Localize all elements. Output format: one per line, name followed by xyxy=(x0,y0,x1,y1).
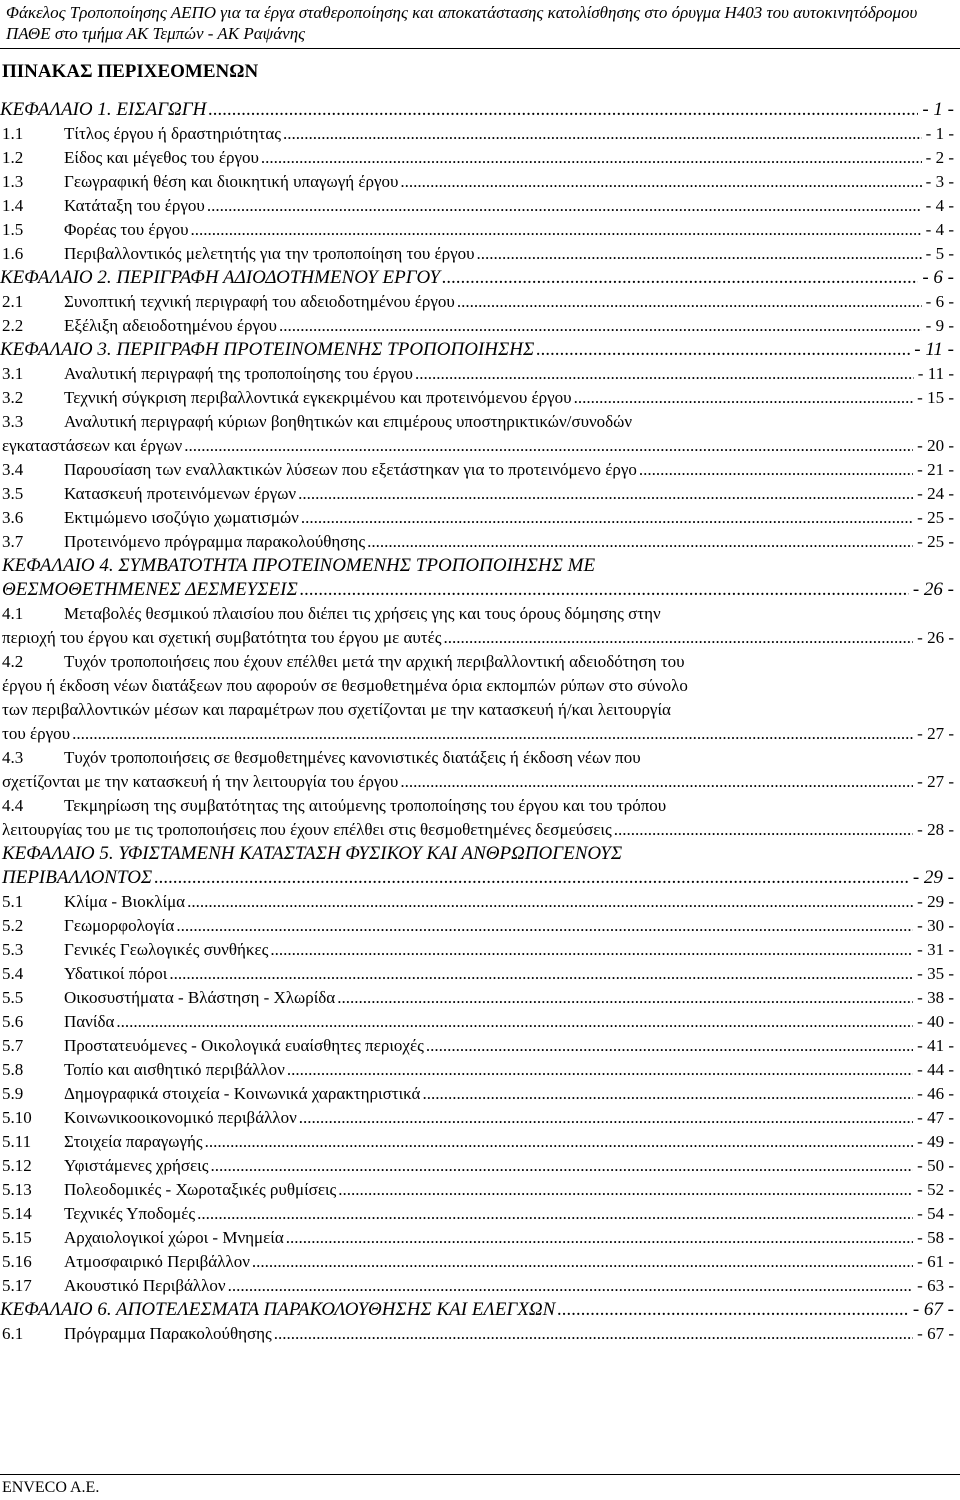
section-title: Ακουστικό Περιβάλλον xyxy=(64,1276,226,1295)
toc-section-link[interactable] xyxy=(0,530,954,554)
page-number: - 3 - xyxy=(925,172,954,191)
chapter-title-line: ΠΕΡΙΒΑΛΛΟΝΤΟΣ xyxy=(2,867,153,888)
dot-leader xyxy=(415,362,914,386)
section-title: Αρχαιολογικοί χώροι - Μνημεία xyxy=(64,1228,284,1247)
dot-leader xyxy=(367,530,913,554)
section-title-line: Τεκμηρίωση της συμβατότητας της αιτούμενης τροποποίησης του έργου και του τρόπου xyxy=(64,796,667,815)
section-title: Τεχνικές Υποδομές xyxy=(64,1204,196,1223)
section-title: Πολεοδομικές - Χωροταξικές ρυθμίσεις xyxy=(64,1180,337,1199)
page-number: - 44 - xyxy=(917,1060,954,1079)
dot-leader xyxy=(557,1298,909,1322)
section-number: 3.7 xyxy=(2,532,24,551)
section-number: 5.6 xyxy=(2,1012,24,1031)
dot-leader xyxy=(574,386,914,410)
page-number: - 11 - xyxy=(914,339,954,360)
dot-leader xyxy=(169,962,913,986)
footer-divider xyxy=(0,1474,960,1475)
section-title-line: σχετίζονται με την κατασκευή ή την λειτουργία του έργου xyxy=(2,772,399,791)
page-number: - 28 - xyxy=(917,820,954,839)
toc-section-link[interactable] xyxy=(0,194,954,218)
dot-leader xyxy=(184,434,913,458)
dot-leader xyxy=(337,986,913,1010)
toc-section-link[interactable] xyxy=(0,1178,954,1202)
page-number: - 26 - xyxy=(912,579,954,600)
dot-leader xyxy=(457,290,922,314)
toc-section-link[interactable] xyxy=(0,146,954,170)
section-number: 5.5 xyxy=(2,988,24,1007)
toc-section-link[interactable] xyxy=(0,890,954,914)
page-number: - 67 - xyxy=(917,1324,954,1343)
dot-leader xyxy=(154,866,909,890)
dot-leader xyxy=(270,938,913,962)
toc-chapter-link[interactable] xyxy=(0,98,954,122)
section-title: Προστατευόμενες - Οικολογικά ευαίσθητες περιοχές xyxy=(64,1036,424,1055)
section-title-line: εγκαταστάσεων και έργων xyxy=(2,436,183,455)
dot-leader xyxy=(400,770,913,794)
section-number: 5.13 xyxy=(2,1180,32,1199)
chapter-title-line: ΘΕΣΜΟΘΕΤΗΜΕΝΕΣ ΔΕΣΜΕΥΣΕΙΣ xyxy=(2,579,298,600)
toc-section-link[interactable] xyxy=(0,602,954,650)
section-number: 3.2 xyxy=(2,388,24,407)
section-title-line: Τυχόν τροποποιήσεις που έχουν επέλθει μετά την αρχική περιβαλλοντική αδειοδότηση του xyxy=(64,652,685,671)
dot-leader xyxy=(283,122,922,146)
section-number: 4.1 xyxy=(2,604,24,623)
page-number: - 11 - xyxy=(917,364,954,383)
section-title: Γεωμορφολογία xyxy=(64,916,175,935)
dot-leader xyxy=(191,218,922,242)
section-number: 1.6 xyxy=(2,244,24,263)
section-number: 5.17 xyxy=(2,1276,32,1295)
toc-section-link[interactable] xyxy=(0,986,954,1010)
page-number: - 4 - xyxy=(925,196,954,215)
section-title: Αναλυτική περιγραφή της τροποποίησης του έργου xyxy=(64,364,413,383)
section-number: 1.3 xyxy=(2,172,24,191)
section-number: 5.3 xyxy=(2,940,24,959)
dot-leader xyxy=(338,1178,913,1202)
page-number: - 40 - xyxy=(917,1012,954,1031)
dot-leader xyxy=(228,1274,914,1298)
dot-leader xyxy=(536,338,910,362)
section-title-last-line xyxy=(0,770,954,794)
section-number: 1.4 xyxy=(2,196,24,215)
dot-leader xyxy=(287,1058,913,1082)
page-number: - 41 - xyxy=(917,1036,954,1055)
section-number: 5.8 xyxy=(2,1060,24,1079)
page-number: - 61 - xyxy=(917,1252,954,1271)
dot-leader xyxy=(252,1250,913,1274)
toc-section-link[interactable] xyxy=(0,1322,954,1346)
page-number: - 30 - xyxy=(917,916,954,935)
section-number: 5.12 xyxy=(2,1156,32,1175)
document-header: Φάκελος Τροποποίησης ΑΕΠΟ για τα έργα σταθεροποίησης και αποκατάστασης κατολίσθησης στο όρυγμα Η403 του αυτοκινητόδρομου ΠΑΘΕ στο τμήμα ΑΚ Τεμπών - ΑΚ Ραψάνης xyxy=(6,3,918,43)
toc-section-link[interactable] xyxy=(0,506,954,530)
page-number: - 58 - xyxy=(917,1228,954,1247)
section-title: Εκτιμώμενο ισοζύγιο χωματισμών xyxy=(64,508,299,527)
section-title: Κατάταξη του έργου xyxy=(64,196,205,215)
section-number: 5.1 xyxy=(2,892,24,911)
section-title: Γεωγραφική θέση και διοικητική υπαγωγή έργου xyxy=(64,172,399,191)
table-of-contents xyxy=(0,98,954,1346)
chapter-title-last-line xyxy=(2,578,954,602)
section-title: Ατμοσφαιρικό Περιβάλλον xyxy=(64,1252,250,1271)
toc-section-link[interactable] xyxy=(0,1154,954,1178)
dot-leader xyxy=(426,1034,913,1058)
dot-leader xyxy=(444,626,914,650)
page-number: - 20 - xyxy=(917,436,954,455)
dot-leader xyxy=(614,818,913,842)
page-number: - 21 - xyxy=(917,460,954,479)
section-title-line: λειτουργίας του με τις τροποποιήσεις που έχουν επέλθει στις θεσμοθετημένες δεσμεύσεις xyxy=(2,820,612,839)
section-title: Τοπίο και αισθητικό περιβάλλον xyxy=(64,1060,285,1079)
section-title-line: των περιβαλλοντικών μέσων και παραμέτρων που σχετίζονται με την κατασκευή ή/και λειτουργία xyxy=(2,700,671,719)
section-title: Περιβαλλοντικός μελετητής για την τροποποίηση του έργου xyxy=(64,244,475,263)
section-title: Κλίμα - Βιοκλίμα xyxy=(64,892,186,911)
toc-section-link[interactable] xyxy=(0,1250,954,1274)
dot-leader xyxy=(176,914,913,938)
dot-leader xyxy=(207,194,922,218)
chapter-title: ΚΕΦΑΛΑΙΟ 2. ΠΕΡΙΓΡΑΦΗ ΑΔΙΟΔΟΤΗΜΕΝΟΥ ΕΡΓΟΥ xyxy=(0,267,441,288)
section-number: 1.2 xyxy=(2,148,24,167)
section-number: 2.1 xyxy=(2,292,24,311)
section-number: 3.3 xyxy=(2,412,24,431)
page-number: - 9 - xyxy=(925,316,954,335)
page-number: - 6 - xyxy=(925,292,954,311)
dot-leader xyxy=(116,1010,913,1034)
toc-section-link[interactable] xyxy=(0,386,954,410)
section-title: Παρουσίαση των εναλλακτικών λύσεων που εξετάστηκαν για το προτεινόμενο έργο xyxy=(64,460,637,479)
section-title: Εξέλιξη αδειοδοτημένου έργου xyxy=(64,316,277,335)
toc-chapter-link[interactable] xyxy=(0,266,954,290)
section-number: 5.7 xyxy=(2,1036,24,1055)
section-number: 3.4 xyxy=(2,460,24,479)
section-title: Συνοπτική τεχνική περιγραφή του αδειοδοτημένου έργου xyxy=(64,292,455,311)
toc-section-link[interactable] xyxy=(0,290,954,314)
chapter-title-line: ΚΕΦΑΛΑΙΟ 4. ΣΥΜΒΑΤΟΤΗΤΑ ΠΡΟΤΕΙΝΟΜΕΝΗΣ ΤΡΟΠΟΠΟΙΗΣΗΣ ΜΕ xyxy=(2,555,596,576)
page-number: - 31 - xyxy=(917,940,954,959)
section-number: 2.2 xyxy=(2,316,24,335)
toc-section-link[interactable] xyxy=(0,458,954,482)
toc-section-link[interactable] xyxy=(0,1226,954,1250)
section-number: 4.4 xyxy=(2,796,24,815)
section-title-last-line xyxy=(0,434,954,458)
dot-leader xyxy=(400,170,921,194)
page-number: - 5 - xyxy=(925,244,954,263)
dot-leader xyxy=(442,266,918,290)
toc-title: ΠΙΝΑΚΑΣ ΠΕΡΙΧΕΟΜΕΝΩΝ xyxy=(2,61,259,82)
page-number: - 47 - xyxy=(917,1108,954,1127)
section-title: Υφιστάμενες χρήσεις xyxy=(64,1156,209,1175)
toc-chapter-link[interactable] xyxy=(0,1298,954,1322)
toc-section-link[interactable] xyxy=(0,362,954,386)
page-number: - 49 - xyxy=(917,1132,954,1151)
dot-leader xyxy=(279,314,922,338)
page-number: - 27 - xyxy=(917,772,954,791)
section-number: 6.1 xyxy=(2,1324,24,1343)
toc-section-link[interactable] xyxy=(0,650,954,746)
page-number: - 4 - xyxy=(925,220,954,239)
dot-leader xyxy=(298,482,913,506)
dot-leader xyxy=(477,242,922,266)
section-number: 5.11 xyxy=(2,1132,32,1151)
section-title: Οικοσυστήματα - Βλάστηση - Χλωρίδα xyxy=(64,988,336,1007)
section-title: Δημογραφικά στοιχεία - Κοινωνικά χαρακτηριστικά xyxy=(64,1084,421,1103)
section-title: Στοιχεία παραγωγής xyxy=(64,1132,203,1151)
toc-section-link[interactable] xyxy=(0,1082,954,1106)
toc-section-link[interactable] xyxy=(0,794,954,842)
toc-section-link[interactable] xyxy=(0,242,954,266)
toc-section-link[interactable] xyxy=(0,1274,954,1298)
section-title: Φορέας του έργου xyxy=(64,220,189,239)
toc-section-link[interactable] xyxy=(0,122,954,146)
page-number: - 15 - xyxy=(917,388,954,407)
section-number: 4.3 xyxy=(2,748,24,767)
section-title-last-line xyxy=(0,626,954,650)
section-number: 5.15 xyxy=(2,1228,32,1247)
toc-section-link[interactable] xyxy=(0,746,954,794)
section-number: 5.16 xyxy=(2,1252,32,1271)
section-title: Υδατικοί πόροι xyxy=(64,964,168,983)
section-number: 3.1 xyxy=(2,364,24,383)
toc-chapter-link[interactable] xyxy=(0,338,954,362)
toc-section-link[interactable] xyxy=(0,218,954,242)
dot-leader xyxy=(208,98,918,122)
toc-section-link[interactable] xyxy=(0,914,954,938)
toc-section-link[interactable] xyxy=(0,1106,954,1130)
toc-section-link[interactable] xyxy=(0,482,954,506)
dot-leader xyxy=(422,1082,913,1106)
section-title-line: έργου ή έκδοση νέων διατάξεων που αφορούν σε θεσμοθετημένα όρια εκπομπών ρύπων στο σύνολο xyxy=(2,676,688,695)
section-title: Κατασκευή προτεινόμενων έργων xyxy=(64,484,297,503)
page-number: - 26 - xyxy=(917,628,954,647)
page-number: - 1 - xyxy=(922,99,954,120)
section-title-line: Μεταβολές θεσμικού πλαισίου που διέπει τις χρήσεις γης και τους όρους δόμησης στην xyxy=(64,604,661,623)
page-number: - 2 - xyxy=(925,148,954,167)
section-number: 5.10 xyxy=(2,1108,32,1127)
page-number: - 27 - xyxy=(917,724,954,743)
dot-leader xyxy=(197,1202,913,1226)
section-number: 5.4 xyxy=(2,964,24,983)
chapter-title: ΚΕΦΑΛΑΙΟ 6. ΑΠΟΤΕΛΕΣΜΑΤΑ ΠΑΡΑΚΟΛΟΥΘΗΣΗΣ ΚΑΙ ΕΛΕΓΧΩΝ xyxy=(0,1299,556,1320)
page-number: - 6 - xyxy=(922,267,954,288)
toc-chapter-link[interactable] xyxy=(0,842,954,890)
dot-leader xyxy=(187,890,913,914)
section-title: Πρόγραμμα Παρακολούθησης xyxy=(64,1324,272,1343)
section-number: 3.6 xyxy=(2,508,24,527)
section-number: 1.5 xyxy=(2,220,24,239)
dot-leader xyxy=(274,1322,913,1346)
toc-section-link[interactable] xyxy=(0,1010,954,1034)
footer-company: ENVECO A.E. xyxy=(2,1479,100,1496)
toc-chapter-link[interactable] xyxy=(0,554,954,602)
chapter-title-line: ΚΕΦΑΛΑΙΟ 5. ΥΦΙΣΤΑΜΕΝΗ ΚΑΤΑΣΤΑΣΗ ΦΥΣΙΚΟΥ ΚΑΙ ΑΝΘΡΩΠΟΓΕΝΟΥΣ xyxy=(2,843,623,864)
section-number: 4.2 xyxy=(2,652,24,671)
page-number: - 63 - xyxy=(917,1276,954,1295)
section-title: Προτεινόμενο πρόγραμμα παρακολούθησης xyxy=(64,532,366,551)
page-number: - 29 - xyxy=(917,892,954,911)
page-number: - 52 - xyxy=(917,1180,954,1199)
section-number: 5.9 xyxy=(2,1084,24,1103)
section-title-line: Αναλυτική περιγραφή κύριων βοηθητικών και επιμέρους υποστηρικτικών/συνοδών xyxy=(64,412,633,431)
section-title: Τεχνική σύγκριση περιβαλλοντικά εγκεκριμένου και προτεινόμενου έργου xyxy=(64,388,572,407)
page-number: - 25 - xyxy=(917,532,954,551)
page-number: - 24 - xyxy=(917,484,954,503)
page-number: - 54 - xyxy=(917,1204,954,1223)
header-divider xyxy=(0,48,960,49)
dot-leader xyxy=(261,146,922,170)
toc-section-link[interactable] xyxy=(0,1202,954,1226)
dot-leader xyxy=(639,458,913,482)
page-number: - 35 - xyxy=(917,964,954,983)
page-number: - 1 - xyxy=(925,124,954,143)
page-number: - 46 - xyxy=(917,1084,954,1103)
chapter-title: ΚΕΦΑΛΑΙΟ 1. ΕΙΣΑΓΩΓΗ xyxy=(0,99,207,120)
section-title-line: περιοχή του έργου και σχετική συμβατότητα του έργου με αυτές xyxy=(2,628,442,647)
toc-section-link[interactable] xyxy=(0,314,954,338)
page-number: - 50 - xyxy=(917,1156,954,1175)
toc-section-link[interactable] xyxy=(0,962,954,986)
section-title-line: Τυχόν τροποποιήσεις σε θεσμοθετημένες κανονιστικές διατάξεις ή έκδοση νέων που xyxy=(64,748,641,767)
dot-leader xyxy=(72,722,913,746)
toc-section-link[interactable] xyxy=(0,410,954,458)
toc-section-link[interactable] xyxy=(0,1034,954,1058)
page-number: - 38 - xyxy=(917,988,954,1007)
chapter-title-last-line xyxy=(2,866,954,890)
section-title: Πανίδα xyxy=(64,1012,115,1031)
section-title: Κοινωνικοοικονομικό περιβάλλον xyxy=(64,1108,297,1127)
chapter-title: ΚΕΦΑΛΑΙΟ 3. ΠΕΡΙΓΡΑΦΗ ΠΡΟΤΕΙΝΟΜΕΝΗΣ ΤΡΟΠΟΠΟΙΗΣΗΣ xyxy=(0,339,535,360)
section-title-last-line xyxy=(0,722,954,746)
page-number: - 25 - xyxy=(917,508,954,527)
toc-section-link[interactable] xyxy=(0,1058,954,1082)
dot-leader xyxy=(286,1226,913,1250)
section-number: 5.2 xyxy=(2,916,24,935)
toc-section-link[interactable] xyxy=(0,1130,954,1154)
toc-section-link[interactable] xyxy=(0,938,954,962)
section-title: Γενικές Γεωλογικές συνθήκες xyxy=(64,940,269,959)
dot-leader xyxy=(205,1130,914,1154)
section-title-line: του έργου xyxy=(2,724,71,743)
toc-section-link[interactable] xyxy=(0,170,954,194)
section-title: Τίτλος έργου ή δραστηριότητας xyxy=(64,124,281,143)
dot-leader xyxy=(300,578,909,602)
section-number: 1.1 xyxy=(2,124,24,143)
dot-leader xyxy=(299,1106,913,1130)
section-number: 3.5 xyxy=(2,484,24,503)
dot-leader xyxy=(301,506,913,530)
page-number: - 29 - xyxy=(912,867,954,888)
dot-leader xyxy=(210,1154,913,1178)
section-number: 5.14 xyxy=(2,1204,32,1223)
section-title: Είδος και μέγεθος του έργου xyxy=(64,148,259,167)
section-title-last-line xyxy=(0,818,954,842)
page-number: - 67 - xyxy=(912,1299,954,1320)
